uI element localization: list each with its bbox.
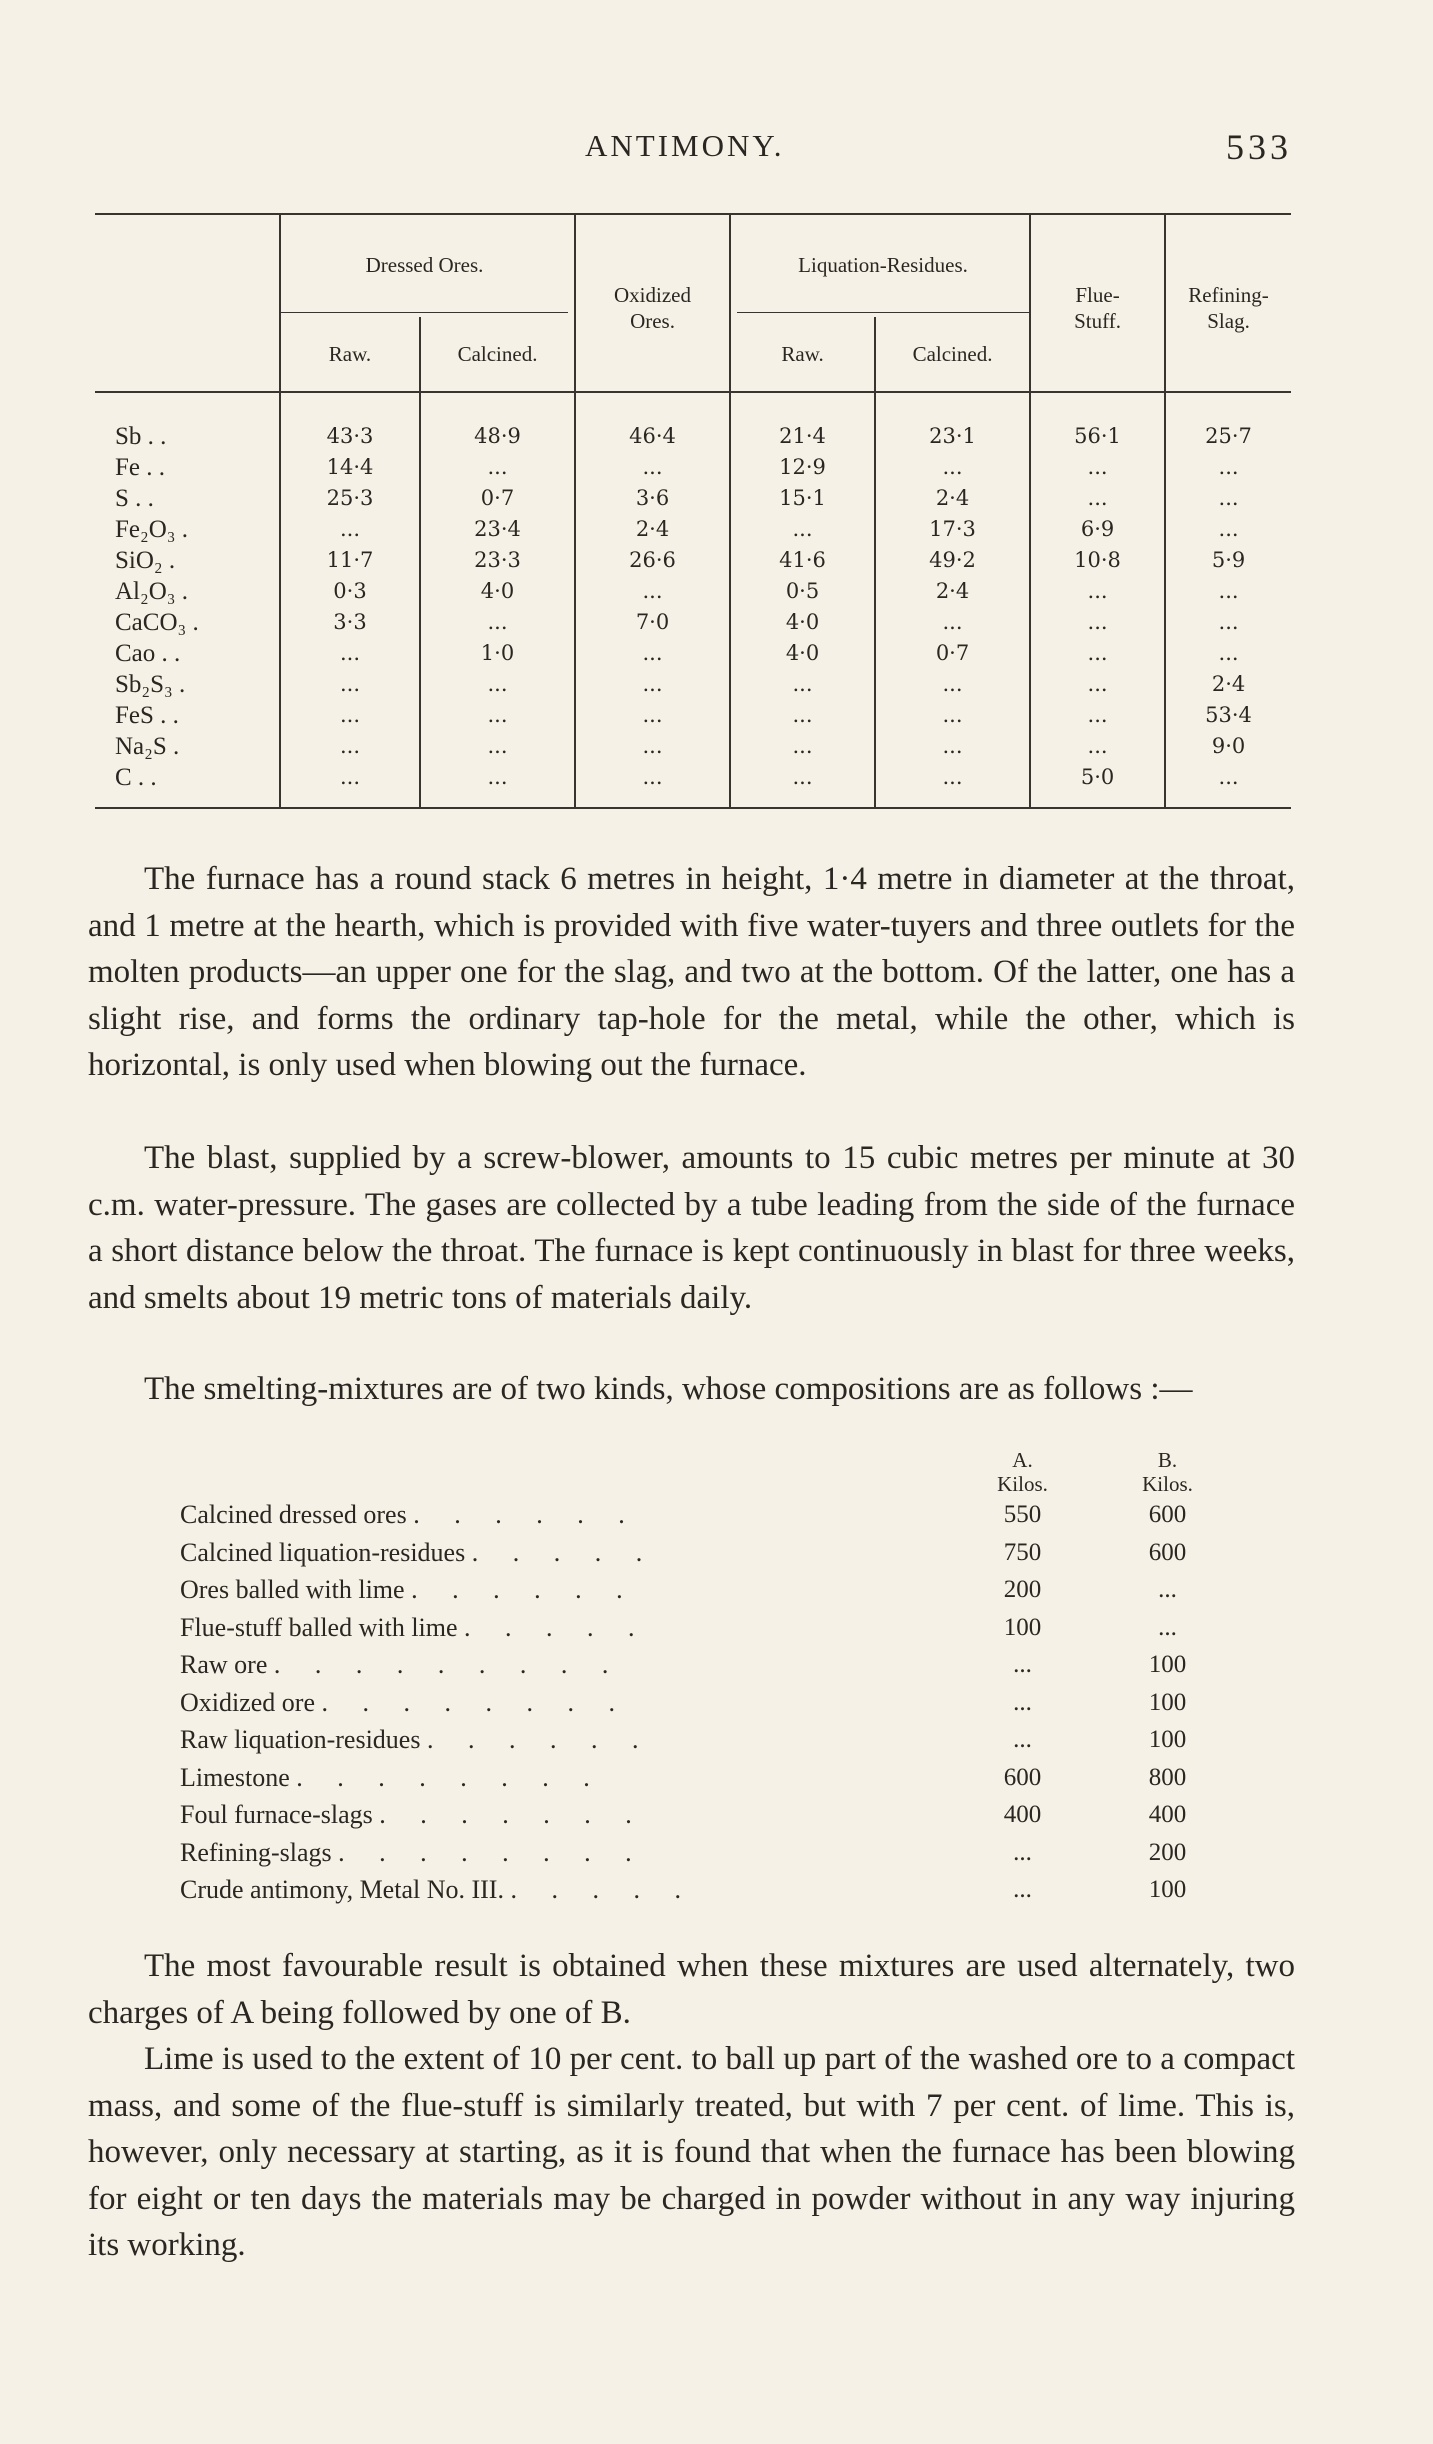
table-cell: 21·4 [730, 392, 875, 452]
table-cell: ... [1030, 452, 1165, 483]
leader-dots: . . . . . . . . [338, 1837, 646, 1867]
table-cell: 49·2 [875, 545, 1030, 576]
table-cell: ... [1165, 483, 1291, 514]
table-cell: ... [420, 762, 575, 808]
table-cell: 0·5 [730, 576, 875, 607]
table-cell: 41·6 [730, 545, 875, 576]
mixture-amount-a: ... [1013, 1876, 1032, 1903]
mixture-material-name: Oxidized ore [180, 1687, 316, 1717]
mixture-material [180, 1646, 950, 1684]
dressed-calcined-header: Calcined. [420, 317, 575, 392]
row-label: FeS . . [115, 702, 179, 729]
row-label: Al₂O₃ . [115, 578, 188, 605]
mixture-material-name: Calcined liquation-residues [180, 1537, 466, 1567]
table-cell: ... [1030, 731, 1165, 762]
refining-slag-label: Refining-Slag. [1188, 283, 1269, 333]
mixture-material [180, 1534, 950, 1572]
dressed-raw-header: Raw. [280, 317, 420, 392]
mixture-a-header [950, 1448, 1095, 1496]
mixture-amount-a: 200 [1003, 1576, 1042, 1603]
mixture-material-name: Refining-slags [180, 1837, 332, 1867]
table-cell: 2·4 [875, 576, 1030, 607]
table-cell: 3·3 [280, 607, 420, 638]
table-cell: ... [575, 638, 730, 669]
mixture-amount-a: ... [1013, 1838, 1032, 1866]
table-cell: ... [575, 576, 730, 607]
table-cell: ... [1165, 576, 1291, 607]
mixture-b-unit: Kilos. [1142, 1472, 1193, 1496]
table-cell: 15·1 [730, 483, 875, 514]
paragraph-result: The most favourable result is obtained when these mixtures are used alternately, two charges of A being followed by one of B. [88, 1948, 1295, 2031]
list-item [180, 1871, 1240, 1909]
leader-dots: . . . . . . [413, 1500, 639, 1529]
paragraph-mixtures-intro: The smelting-mixtures are of two kinds, whose compositions are as follows :— [144, 1371, 1193, 1407]
table-row [95, 607, 1291, 638]
list-item [180, 1534, 1240, 1572]
liquation-calcined-header: Calcined. [875, 317, 1030, 392]
list-item [180, 1609, 1240, 1647]
mixture-amount-b: 100 [1148, 1651, 1187, 1678]
mixture-material [180, 1871, 950, 1909]
table-cell: 0·3 [280, 576, 420, 607]
table-cell: ... [1030, 700, 1165, 731]
mixture-material [180, 1721, 950, 1759]
table-cell: 10·8 [1030, 545, 1165, 576]
table-cell: ... [730, 700, 875, 731]
table-row [95, 514, 1291, 545]
mixture-a-unit: Kilos. [997, 1472, 1048, 1496]
table-cell: ... [730, 731, 875, 762]
table-cell: ... [1030, 483, 1165, 514]
mixture-material [180, 1796, 950, 1834]
list-item [180, 1684, 1240, 1722]
mixture-amount-b: 600 [1148, 1501, 1187, 1528]
list-item [180, 1796, 1240, 1834]
table-cell: ... [280, 700, 420, 731]
table-cell: ... [875, 700, 1030, 731]
table-cell: ... [1165, 607, 1291, 638]
table-row [95, 638, 1291, 669]
composition-rows [95, 392, 1291, 808]
table-cell: ... [280, 514, 420, 545]
mixture-material [180, 1834, 950, 1872]
table-cell: 56·1 [1030, 392, 1165, 452]
list-item [180, 1496, 1240, 1534]
mixture-amount-a: 100 [1003, 1613, 1042, 1641]
table-cell: ... [875, 731, 1030, 762]
table-cell: 6·9 [1030, 514, 1165, 545]
table-cell: ... [1030, 638, 1165, 669]
mixture-amount-a: ... [1013, 1688, 1032, 1716]
table-cell: ... [280, 762, 420, 808]
mixture-material-name: Calcined dressed ores [180, 1500, 407, 1529]
table-row [95, 452, 1291, 483]
mixture-material-name: Ores balled with lime [180, 1575, 405, 1604]
table-cell: 7·0 [575, 607, 730, 638]
row-label: Fe . . [115, 454, 165, 481]
table-cell: ... [280, 669, 420, 700]
list-item [180, 1571, 1240, 1609]
row-label: CaCO₃ . [115, 609, 199, 636]
table-row [95, 731, 1291, 762]
mixture-amount-b: 100 [1148, 1688, 1187, 1716]
row-label: SiO₂ . [115, 547, 176, 574]
table-cell: 48·9 [420, 392, 575, 452]
mixture-amount-b: 600 [1148, 1538, 1187, 1566]
table-cell: ... [420, 700, 575, 731]
table-cell: ... [875, 452, 1030, 483]
list-item [180, 1759, 1240, 1797]
mixture-material [180, 1609, 950, 1647]
table-cell: ... [1165, 638, 1291, 669]
mixture-amount-b: 100 [1148, 1876, 1187, 1903]
mixture-a-label: A. [1012, 1448, 1033, 1472]
table-cell: 0·7 [420, 483, 575, 514]
liquation-raw-header: Raw. [730, 317, 875, 392]
table-cell: ... [1165, 452, 1291, 483]
table-cell: ... [730, 669, 875, 700]
running-title: ANTIMONY. [585, 128, 785, 163]
table-row [95, 483, 1291, 514]
table-cell: 4·0 [420, 576, 575, 607]
table-cell: ... [420, 607, 575, 638]
mixture-material [180, 1571, 950, 1609]
table-cell: 14·4 [280, 452, 420, 483]
table-cell: 26·6 [575, 545, 730, 576]
table-cell: ... [420, 731, 575, 762]
table-row [95, 669, 1291, 700]
row-label: C . . [95, 762, 280, 808]
mixture-rows [180, 1496, 1240, 1909]
list-item [180, 1721, 1240, 1759]
row-label: Sb₂S₃ . [115, 671, 186, 698]
page-header [0, 128, 1433, 178]
table-cell: ... [875, 607, 1030, 638]
table-cell: ... [875, 762, 1030, 808]
leader-dots: . . . . . . . . [296, 1762, 604, 1792]
list-item [180, 1646, 1240, 1684]
table-row [95, 576, 1291, 607]
table-cell: ... [280, 731, 420, 762]
row-label: Na₂S . [115, 733, 180, 760]
row-label: Sb . . [95, 392, 280, 452]
table-cell: ... [420, 452, 575, 483]
oxidized-ores-label: Oxidized Ores. [614, 283, 691, 333]
paragraph-blast: The blast, supplied by a screw-blower, amounts to 15 cubic metres per minute at 30 c.m. water-pressure. The gases are collected by a tube leading from the side of the furnace a short distance below the throat. The furnace is kept continuously in blast for three weeks, and smelts about 19 metric tons of materials daily. [88, 1140, 1295, 1316]
smelting-mixtures-table [180, 1448, 1240, 1909]
row-label: S . . [115, 485, 154, 512]
mixture-material-name: Foul furnace-slags [180, 1800, 373, 1829]
table-cell: ... [575, 762, 730, 808]
table-cell: ... [730, 514, 875, 545]
leader-dots: . . . . . . . [379, 1800, 646, 1829]
table-cell: ... [1030, 669, 1165, 700]
table-cell: 23·1 [875, 392, 1030, 452]
table-cell: ... [280, 638, 420, 669]
mixture-amount-b: 400 [1148, 1801, 1187, 1828]
leader-dots: . . . . . . [411, 1575, 637, 1604]
table-cell: ... [1165, 514, 1291, 545]
table-cell: 2·4 [575, 514, 730, 545]
mixture-amount-a: ... [1013, 1651, 1032, 1678]
leader-dots: . . . . . [471, 1537, 657, 1567]
table-cell: 1·0 [420, 638, 575, 669]
table-cell: ... [420, 669, 575, 700]
mixture-material [180, 1684, 950, 1722]
mixture-amount-b: 800 [1148, 1763, 1187, 1791]
leader-dots: . . . . . . . . . [273, 1650, 623, 1679]
table-cell: 9·0 [1165, 731, 1291, 762]
table-cell: ... [875, 669, 1030, 700]
table-cell: 4·0 [730, 638, 875, 669]
table-row [95, 545, 1291, 576]
flue-stuff-label: Flue-Stuff. [1074, 283, 1121, 333]
mixture-material-name: Crude antimony, Metal No. III. [180, 1875, 504, 1904]
mixture-amount-a: 600 [1003, 1763, 1042, 1791]
page-number: 533 [1226, 127, 1292, 167]
leader-dots: . . . . . [510, 1875, 695, 1904]
table-cell: 2·4 [1165, 669, 1291, 700]
mixture-amount-b: ... [1158, 1576, 1177, 1603]
list-item [180, 1834, 1240, 1872]
mixture-amount-b: 200 [1148, 1838, 1187, 1866]
table-cell: 23·4 [420, 514, 575, 545]
table-cell: ... [575, 731, 730, 762]
table-cell: ... [575, 452, 730, 483]
table-cell: 12·9 [730, 452, 875, 483]
table-cell: 5·9 [1165, 545, 1291, 576]
table-row [95, 700, 1291, 731]
table-cell: 0·7 [875, 638, 1030, 669]
table-cell: ... [730, 762, 875, 808]
table-cell: 2·4 [875, 483, 1030, 514]
table-cell: 11·7 [280, 545, 420, 576]
table-row [95, 392, 1291, 452]
leader-dots: . . . . . . [426, 1725, 653, 1754]
leader-dots: . . . . . [464, 1612, 649, 1642]
row-label: Fe₂O₃ . [115, 516, 188, 543]
oxidized-ores-header [575, 214, 730, 392]
mixture-material-name: Flue-stuff balled with lime [180, 1612, 458, 1642]
mixture-amount-a: 400 [1003, 1801, 1042, 1828]
mixture-amount-a: 550 [1003, 1501, 1042, 1528]
table-row [95, 762, 1291, 808]
mixture-amount-a: 750 [1003, 1538, 1042, 1566]
table-cell: ... [1030, 576, 1165, 607]
liquation-residues-label: Liquation-Residues. [737, 230, 1029, 313]
refining-slag-header [1165, 214, 1291, 392]
mixture-amount-b: 100 [1148, 1726, 1187, 1753]
dressed-ores-header [280, 214, 575, 317]
leader-dots: . . . . . . . . [321, 1687, 630, 1717]
table-cell: ... [1030, 607, 1165, 638]
mixture-material-name: Raw liquation-residues [180, 1725, 421, 1754]
table-cell: 3·6 [575, 483, 730, 514]
row-label: Cao . . [115, 640, 181, 667]
mixture-material [180, 1759, 950, 1797]
table-cell: 25·7 [1165, 392, 1291, 452]
table-cell: 23·3 [420, 545, 575, 576]
table-cell: 5·0 [1030, 762, 1165, 808]
liquation-residues-header [730, 214, 1030, 317]
mixture-amount-a: ... [1013, 1726, 1032, 1753]
table-cell: ... [575, 669, 730, 700]
table-cell: ... [575, 700, 730, 731]
mixture-b-header [1095, 1448, 1240, 1496]
ore-composition-table [95, 213, 1291, 809]
mixture-material-name: Raw ore [180, 1650, 268, 1679]
table-cell: 17·3 [875, 514, 1030, 545]
dressed-ores-label: Dressed Ores. [281, 230, 568, 313]
mixture-material [180, 1496, 950, 1534]
mixture-amount-b: ... [1158, 1613, 1177, 1641]
mixture-label-header [180, 1448, 950, 1496]
table-cell: 4·0 [730, 607, 875, 638]
table-cell: 43·3 [280, 392, 420, 452]
table-cell: ... [1165, 762, 1291, 808]
table-cell: 53·4 [1165, 700, 1291, 731]
row-label-header [95, 214, 280, 392]
table-cell: 46·4 [575, 392, 730, 452]
flue-stuff-header [1030, 214, 1165, 392]
paragraph-furnace-description: The furnace has a round stack 6 metres in height, 1·4 metre in diameter at the throat, and 1 metre at the hearth, which is provided with five water-tuyers and three outlets for the molten products—an upper one for the slag, and two at the bottom. Of the latter, one has a slight rise, and forms the ordinary tap-hole for the metal, while the other, which is horizontal, is only used when blowing out the furnace. [88, 861, 1295, 1083]
mixture-b-label: B. [1157, 1448, 1178, 1472]
table-cell: 25·3 [280, 483, 420, 514]
mixture-material-name: Limestone [180, 1762, 290, 1792]
paragraph-lime: Lime is used to the extent of 10 per cent. to ball up part of the washed ore to a compact mass, and some of the flue-stuff is similarly treated, but with 7 per cent. of lime. This is, however, only necessary at starting, as it is found that when the furnace has been blowing for eight or ten days the materials may be charged in powder without in any way injuring its working. [88, 2041, 1295, 2263]
